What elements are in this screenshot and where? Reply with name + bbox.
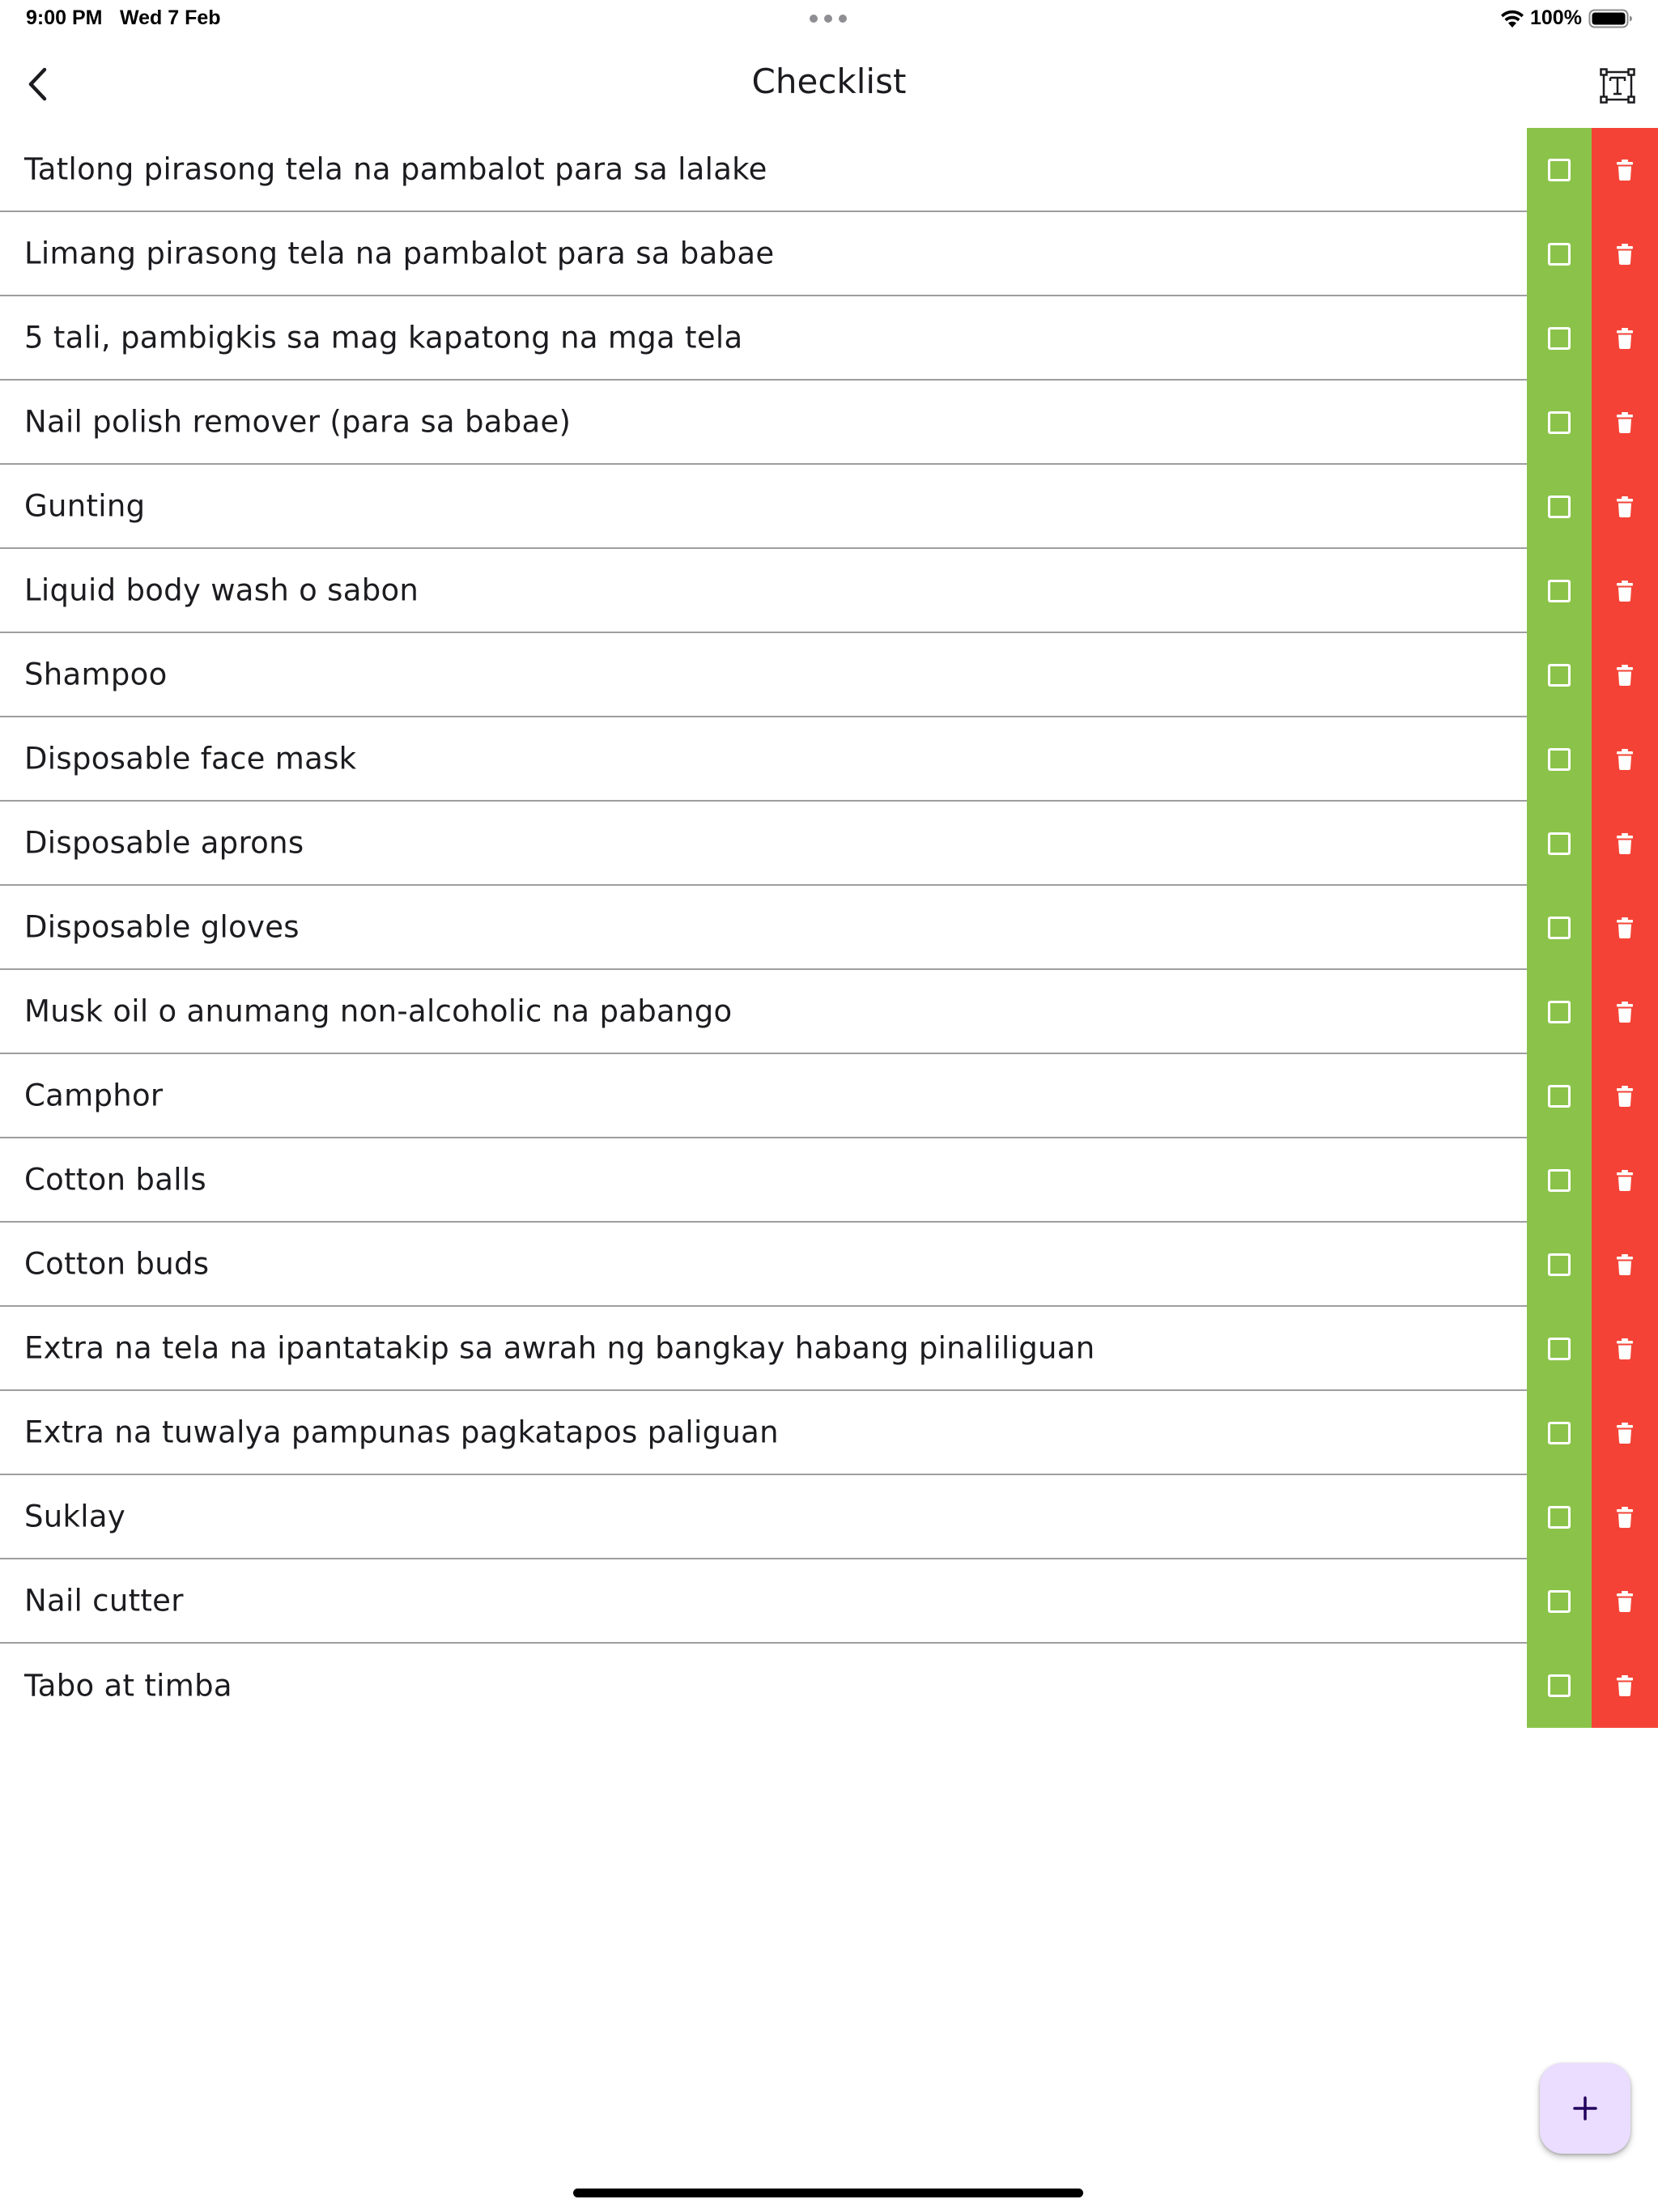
list-item (0, 633, 1658, 717)
checkbox-outline-icon (1548, 1674, 1571, 1697)
check-item-button[interactable] (1527, 970, 1592, 1054)
list-item-label: Gunting (24, 488, 146, 524)
delete-item-button[interactable] (1592, 1475, 1658, 1559)
list-item (0, 970, 1658, 1054)
checkbox-outline-icon (1548, 1085, 1571, 1108)
list-item-content[interactable] (0, 886, 1527, 970)
list-item-content[interactable] (0, 802, 1527, 886)
list-item-label: Extra na tela na ipantatakip sa awrah ng bangkay habang pinaliliguan (24, 1330, 1095, 1366)
list-item-label: Shampoo (24, 657, 168, 692)
home-indicator[interactable] (573, 2189, 1083, 2197)
trash-icon (1616, 1169, 1634, 1192)
trash-icon (1616, 159, 1634, 181)
list-item-content[interactable] (0, 381, 1527, 465)
delete-item-button[interactable] (1592, 1138, 1658, 1223)
list-item-content[interactable] (0, 128, 1527, 212)
list-item (0, 1138, 1658, 1223)
list-item-label: Cotton balls (24, 1162, 206, 1197)
list-item (0, 1391, 1658, 1475)
trash-icon (1616, 664, 1634, 687)
multitasking-dots-icon[interactable] (810, 15, 847, 23)
checkbox-outline-icon (1548, 411, 1571, 434)
delete-item-button[interactable] (1592, 381, 1658, 465)
trash-icon (1616, 580, 1634, 602)
trash-icon (1616, 1590, 1634, 1613)
list-item-content[interactable] (0, 1223, 1527, 1307)
delete-item-button[interactable] (1592, 465, 1658, 549)
check-item-button[interactable] (1527, 128, 1592, 212)
list-item-label: Tatlong pirasong tela na pambalot para sa lalake (24, 151, 767, 187)
trash-icon (1616, 1001, 1634, 1023)
app-bar (0, 39, 1658, 128)
list-item-label: Disposable face mask (24, 741, 357, 776)
trash-icon (1616, 917, 1634, 939)
battery-full-icon (1588, 8, 1634, 29)
list-item (0, 1644, 1658, 1728)
check-item-button[interactable] (1527, 549, 1592, 633)
delete-item-button[interactable] (1592, 1307, 1658, 1391)
list-item (0, 1307, 1658, 1391)
list-item-content[interactable] (0, 212, 1527, 296)
list-item (0, 717, 1658, 802)
trash-icon (1616, 1422, 1634, 1444)
check-item-button[interactable] (1527, 1391, 1592, 1475)
list-item-label: Nail cutter (24, 1583, 184, 1619)
list-item-label: Suklay (24, 1499, 126, 1534)
checkbox-outline-icon (1548, 1422, 1571, 1444)
check-item-button[interactable] (1527, 381, 1592, 465)
list-item-content[interactable] (0, 549, 1527, 633)
list-item-content[interactable] (0, 1644, 1527, 1728)
list-item (0, 212, 1658, 296)
delete-item-button[interactable] (1592, 1223, 1658, 1307)
check-item-button[interactable] (1527, 717, 1592, 802)
list-item-label: Tabo at timba (24, 1668, 232, 1704)
text-format-icon (1600, 68, 1635, 104)
delete-item-button[interactable] (1592, 1054, 1658, 1138)
list-item (0, 549, 1658, 633)
list-item (0, 1223, 1658, 1307)
checklist (0, 128, 1658, 1728)
checkbox-outline-icon (1548, 1506, 1571, 1529)
delete-item-button[interactable] (1592, 1391, 1658, 1475)
checkbox-outline-icon (1548, 1253, 1571, 1276)
check-item-button[interactable] (1527, 633, 1592, 717)
delete-item-button[interactable] (1592, 802, 1658, 886)
checkbox-outline-icon (1548, 664, 1571, 687)
list-item (0, 1475, 1658, 1559)
check-item-button[interactable] (1527, 212, 1592, 296)
page-title: Checklist (751, 62, 907, 101)
delete-item-button[interactable] (1592, 212, 1658, 296)
trash-icon (1616, 411, 1634, 434)
trash-icon (1616, 1085, 1634, 1108)
list-item-content[interactable] (0, 970, 1527, 1054)
status-bar (0, 0, 1658, 39)
text-format-button[interactable] (1595, 63, 1640, 108)
list-item (0, 128, 1658, 212)
check-item-button[interactable] (1527, 1475, 1592, 1559)
list-item-label: Disposable gloves (24, 909, 300, 945)
trash-icon (1616, 1674, 1634, 1697)
checkbox-outline-icon (1548, 748, 1571, 771)
trash-icon (1616, 243, 1634, 266)
checkbox-outline-icon (1548, 1001, 1571, 1023)
add-item-button[interactable] (1540, 2063, 1630, 2154)
check-item-button[interactable] (1527, 465, 1592, 549)
check-item-button[interactable] (1527, 296, 1592, 381)
delete-item-button[interactable] (1592, 970, 1658, 1054)
check-item-button[interactable] (1527, 1138, 1592, 1223)
plus-icon (1571, 2095, 1599, 2122)
check-item-button[interactable] (1527, 1307, 1592, 1391)
delete-item-button[interactable] (1592, 633, 1658, 717)
checkbox-outline-icon (1548, 496, 1571, 518)
status-time: 9:00 PM (26, 6, 103, 29)
check-item-button[interactable] (1527, 802, 1592, 886)
list-item-label: Disposable aprons (24, 825, 304, 861)
check-item-button[interactable] (1527, 1054, 1592, 1138)
check-item-button[interactable] (1527, 886, 1592, 970)
list-item (0, 1559, 1658, 1644)
wifi-icon (1499, 8, 1525, 29)
checkbox-outline-icon (1548, 1169, 1571, 1192)
list-item-content[interactable] (0, 1475, 1527, 1559)
list-item (0, 465, 1658, 549)
trash-icon (1616, 1253, 1634, 1276)
list-item-content[interactable] (0, 1138, 1527, 1223)
battery-percentage: 100% (1530, 6, 1582, 29)
trash-icon (1616, 496, 1634, 518)
checkbox-outline-icon (1548, 1590, 1571, 1613)
list-item-label: Nail polish remover (para sa babae) (24, 404, 572, 440)
checkbox-outline-icon (1548, 243, 1571, 266)
trash-icon (1616, 1506, 1634, 1529)
list-item-label: Camphor (24, 1078, 164, 1113)
list-item-label: Cotton buds (24, 1246, 210, 1282)
checkbox-outline-icon (1548, 327, 1571, 350)
list-item-label: Limang pirasong tela na pambalot para sa babae (24, 236, 775, 271)
trash-icon (1616, 832, 1634, 855)
list-item (0, 886, 1658, 970)
checkbox-outline-icon (1548, 1338, 1571, 1360)
list-item (0, 381, 1658, 465)
trash-icon (1616, 1338, 1634, 1360)
checkbox-outline-icon (1548, 580, 1571, 602)
checkbox-outline-icon (1548, 917, 1571, 939)
trash-icon (1616, 748, 1634, 771)
list-item-label: Musk oil o anumang non-alcoholic na pabango (24, 993, 733, 1029)
delete-item-button[interactable] (1592, 1644, 1658, 1728)
list-item-content[interactable] (0, 1559, 1527, 1644)
delete-item-button[interactable] (1592, 128, 1658, 212)
list-item (0, 1054, 1658, 1138)
list-item-content[interactable] (0, 1391, 1527, 1475)
list-item-content[interactable] (0, 717, 1527, 802)
list-item-content[interactable] (0, 633, 1527, 717)
delete-item-button[interactable] (1592, 886, 1658, 970)
status-date: Wed 7 Feb (120, 6, 221, 29)
delete-item-button[interactable] (1592, 549, 1658, 633)
list-item-label: 5 tali, pambigkis sa mag kapatong na mga tela (24, 320, 743, 355)
list-item-content[interactable] (0, 296, 1527, 381)
checkbox-outline-icon (1548, 159, 1571, 181)
delete-item-button[interactable] (1592, 1559, 1658, 1644)
list-item-content[interactable] (0, 465, 1527, 549)
check-item-button[interactable] (1527, 1559, 1592, 1644)
list-item-content[interactable] (0, 1307, 1527, 1391)
list-item-label: Liquid body wash o sabon (24, 572, 419, 608)
delete-item-button[interactable] (1592, 296, 1658, 381)
list-item (0, 802, 1658, 886)
trash-icon (1616, 327, 1634, 350)
list-item-label: Extra na tuwalya pampunas pagkatapos paliguan (24, 1414, 779, 1450)
list-item (0, 296, 1658, 381)
delete-item-button[interactable] (1592, 717, 1658, 802)
list-item-content[interactable] (0, 1054, 1527, 1138)
check-item-button[interactable] (1527, 1223, 1592, 1307)
checkbox-outline-icon (1548, 832, 1571, 855)
check-item-button[interactable] (1527, 1644, 1592, 1728)
